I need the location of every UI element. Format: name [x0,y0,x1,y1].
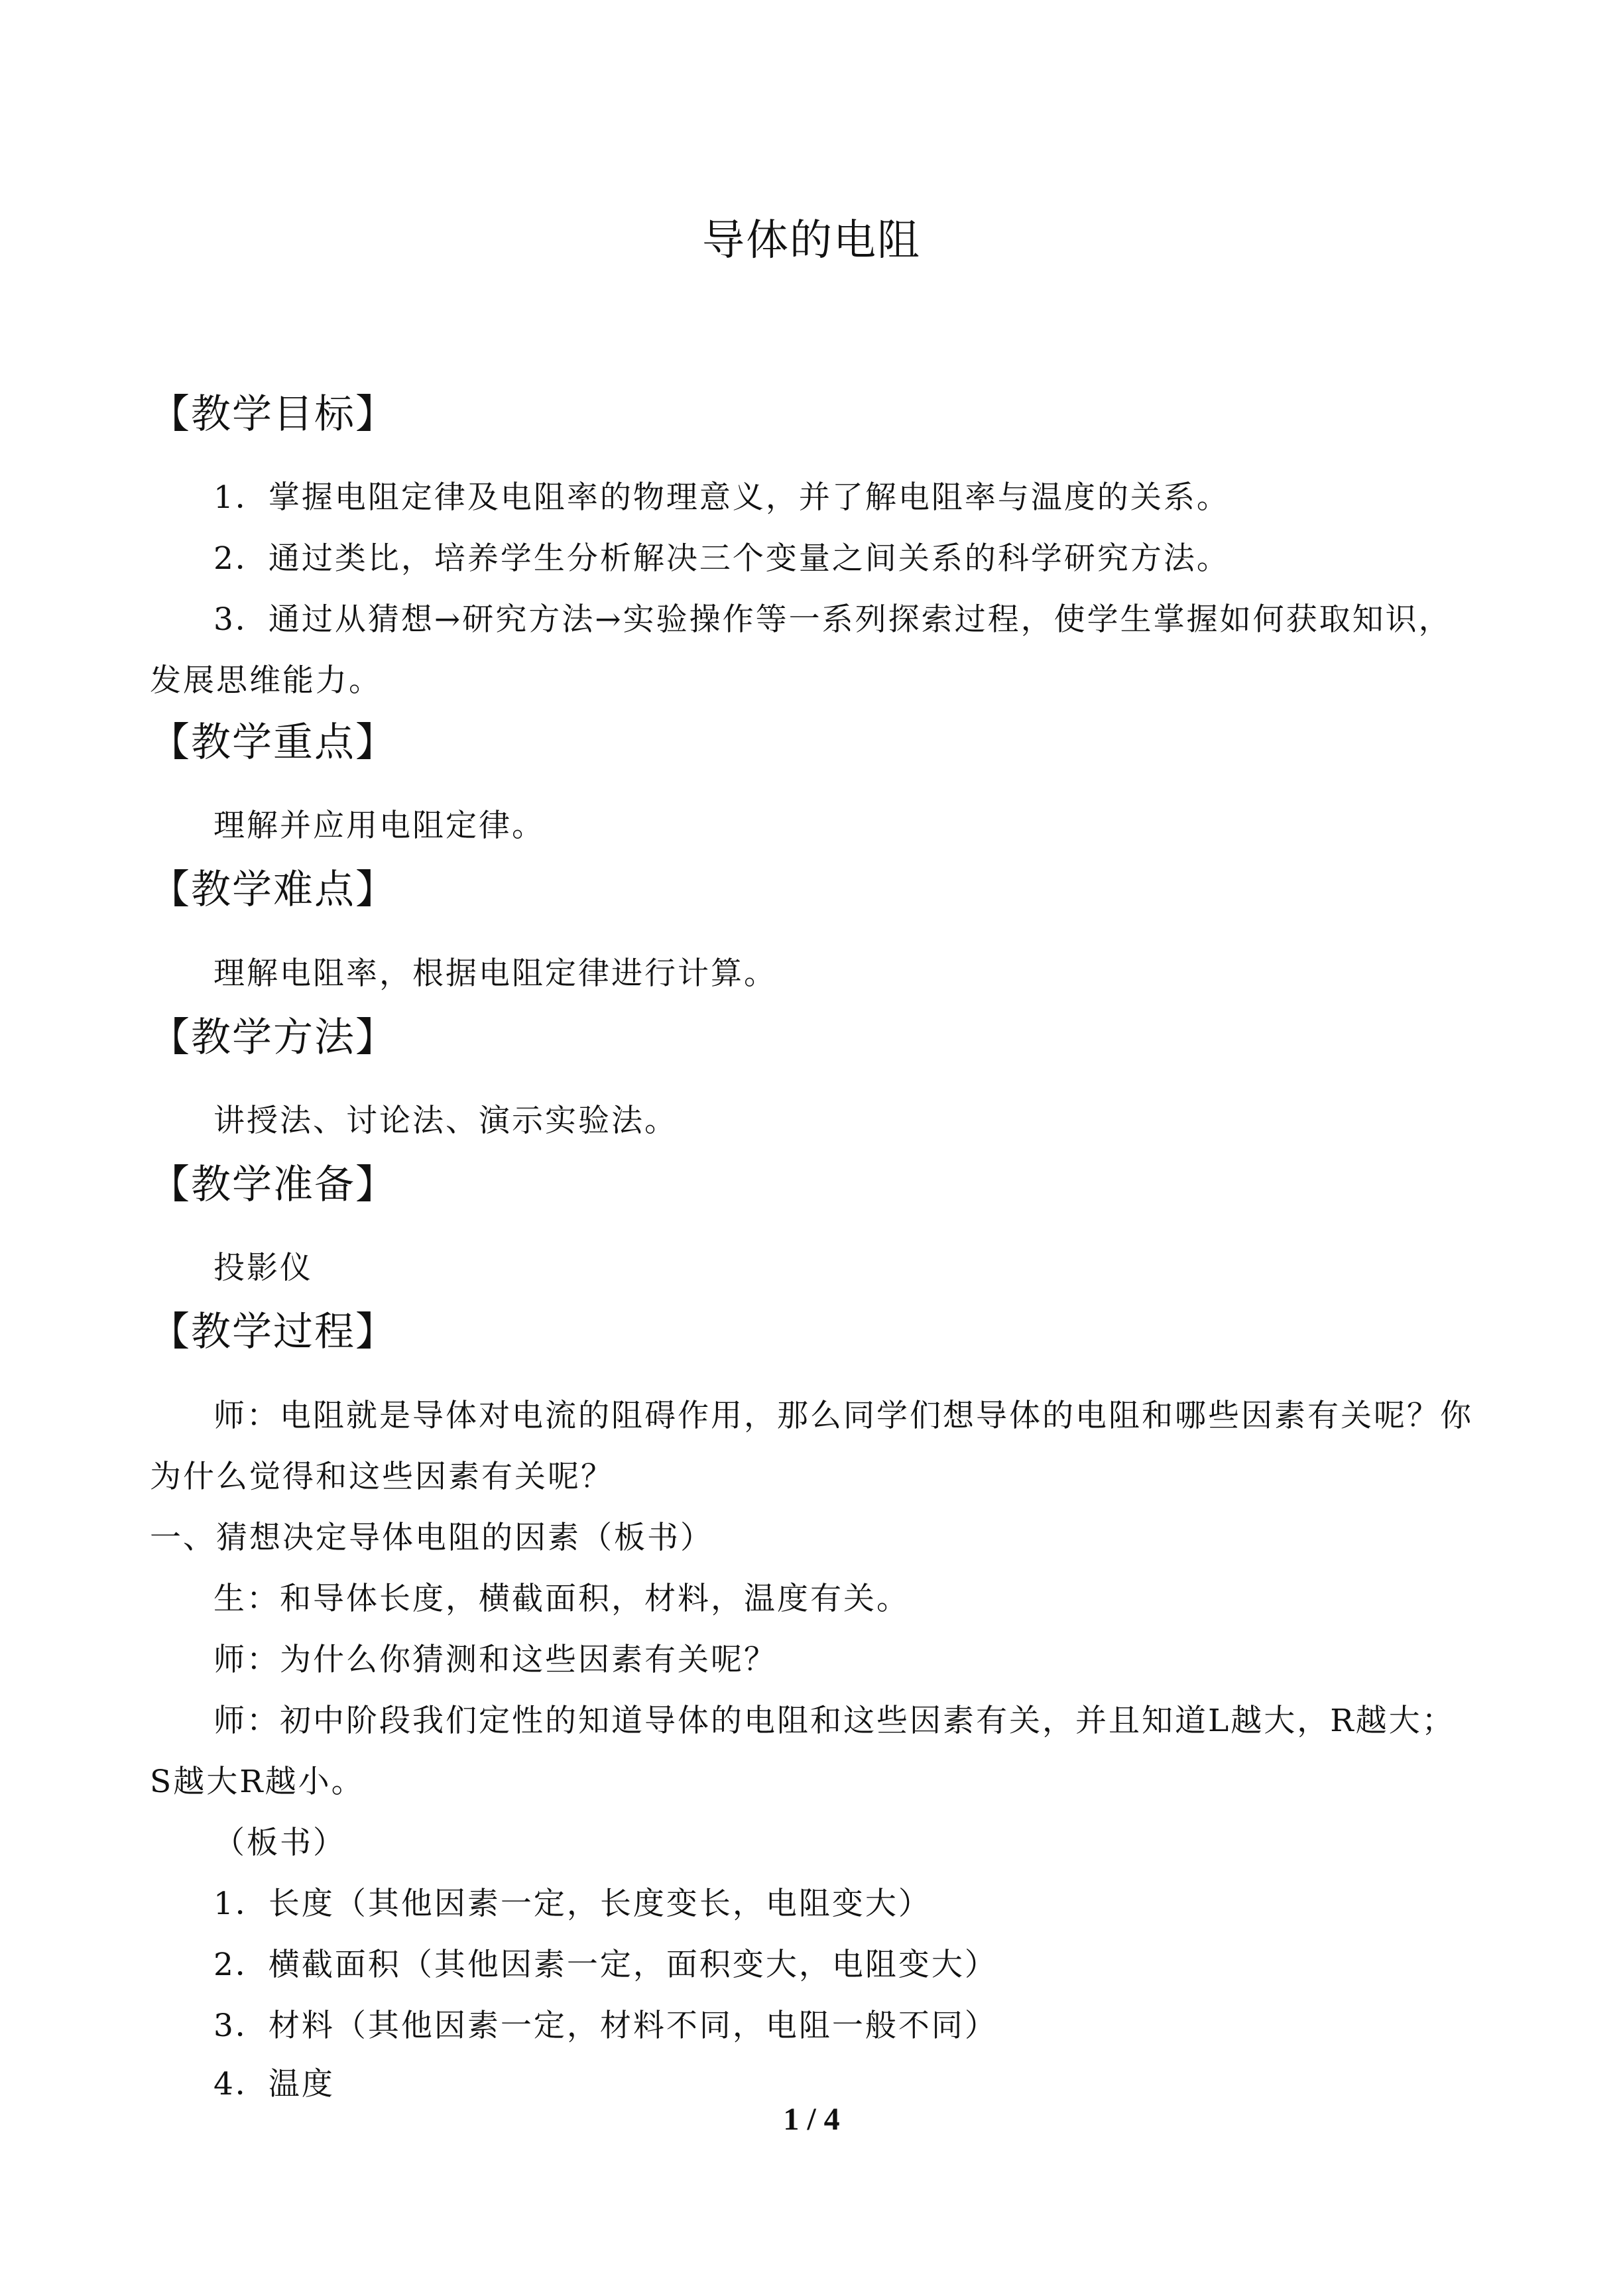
process-line-8: 2．横截面积（其他因素一定，面积变大，电阻变大） [213,1947,998,1983]
process-line-3: 生：和导体长度，横截面积，材料，温度有关。 [213,1581,910,1617]
process-line-4: 师：为什么你猜测和这些因素有关呢？ [213,1642,777,1678]
heading-preparation: 【教学准备】 [150,1162,396,1208]
process-line-1: 师：电阻就是导体对电流的阻碍作用，那么同学们想导体的电阻和哪些因素有关呢？你为什么觉得和这些因素有关呢？ [150,1398,1473,1495]
key-points-text: 理解并应用电阻定律。 [213,808,545,844]
process-line-5: 师：初中阶段我们定性的知道导体的电阻和这些因素有关，并且知道L越大，R越大；S越大R越小。 [150,1703,1455,1800]
methods-text: 讲授法、讨论法、演示实验法。 [213,1103,678,1139]
objective-item-1: 1．掌握电阻定律及电阻率的物理意义，并了解电阻率与温度的关系。 [213,479,1230,516]
heading-difficulties: 【教学难点】 [150,867,396,913]
page-number: 1 / 4 [783,2102,840,2137]
process-line-10: 4．温度 [213,2066,335,2102]
process-line-6: （板书） [213,1825,346,1861]
heading-key-points: 【教学重点】 [150,719,396,766]
objective-item-2: 2．通过类比，培养学生分析解决三个变量之间关系的科学研究方法。 [213,540,1230,577]
difficulties-text: 理解电阻率，根据电阻定律进行计算。 [213,955,777,992]
preparation-text: 投影仪 [213,1250,313,1286]
heading-objectives: 【教学目标】 [150,391,396,438]
process-line-9: 3．材料（其他因素一定，材料不同，电阻一般不同） [213,2008,998,2044]
heading-methods: 【教学方法】 [150,1014,396,1061]
process-line-7: 1．长度（其他因素一定，长度变长，电阻变大） [213,1886,932,1922]
document-title: 导体的电阻 [702,216,921,265]
objective-item-3: 3．通过从猜想→研究方法→实验操作等一系列探索过程，使学生掌握如何获取知识，发展思维能力。 [150,601,1452,699]
heading-process: 【教学过程】 [150,1309,396,1355]
process-line-2: 一、猜想决定导体电阻的因素（板书） [150,1520,713,1556]
